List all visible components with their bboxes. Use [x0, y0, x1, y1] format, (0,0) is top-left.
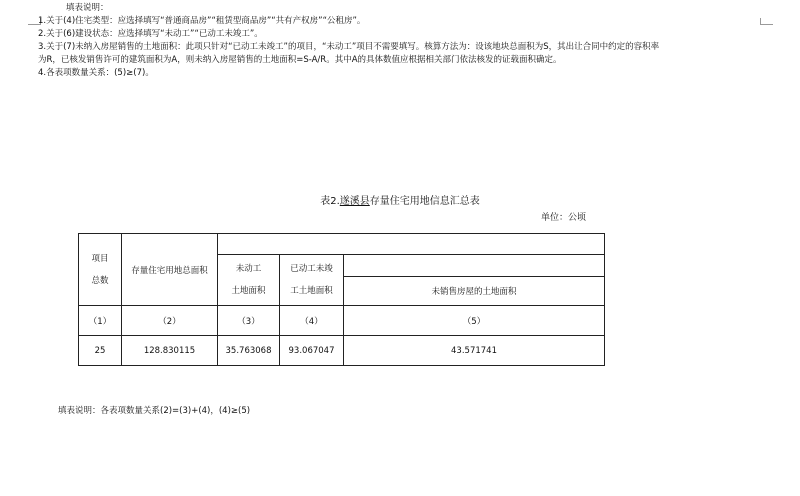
instruction-line-1: 1.关于(4)住宅类型：应选择填写“普通商品房”“租赁型商品房”“共有产权房”“公租房”。 — [38, 16, 366, 26]
title-prefix: 表2. — [320, 196, 340, 207]
index-cell: （3） — [218, 306, 280, 336]
index-cell: （4） — [280, 306, 344, 336]
instruction-line-4: 为R，已核发销售许可的建筑面积为A，则未纳入房屋销售的土地面积=S-A/R。其中A的具体数值应根据相关部门依法核发的证载面积确定。 — [38, 55, 562, 65]
header-unsold-area: 未销售房屋的土地面积 — [344, 277, 605, 306]
value-project-count: 25 — [79, 336, 122, 366]
index-cell: （2） — [122, 306, 218, 336]
index-row — [79, 306, 605, 336]
instruction-line-5: 4.各表项数量关系：(5)≥(7)。 — [38, 68, 154, 78]
title-county: 遂溪县 — [339, 196, 370, 207]
value-total-area: 128.830115 — [122, 336, 218, 366]
value-started-not-completed: 93.067047 — [280, 336, 344, 366]
unit-label: 单位：公顷 — [541, 213, 587, 223]
instruction-line-2: 2.关于(6)建设状态：应选择填写“未动工”“已动工未竣工”。 — [38, 29, 263, 39]
header-project-count: 项目 总数 — [79, 234, 122, 306]
instructions-heading: 填表说明： — [66, 3, 109, 13]
header-blank-2 — [344, 255, 605, 277]
footer-note: 填表说明：各表项数量关系(2)=(3)+(4)，(4)≥(5) — [58, 406, 251, 416]
header-started-not-completed: 已动工未竣 工土地面积 — [280, 255, 344, 306]
summary-table — [78, 233, 605, 366]
header-total-area: 存量住宅用地总面积 — [122, 234, 218, 306]
header-row-1 — [79, 234, 605, 255]
value-not-started: 35.763068 — [218, 336, 280, 366]
crop-mark-top-right — [760, 18, 773, 25]
instruction-line-3: 3.关于(7)未纳入房屋销售的土地面积：此项只针对“已动工未竣工”的项目，“未动工”项目不需要填写。核算方法为：设该地块总面积为S，其出让合同中约定的容积率 — [38, 42, 660, 52]
table-title — [0, 192, 800, 207]
instructions-block — [38, 2, 659, 80]
index-cell: （5） — [344, 306, 605, 336]
header-not-started: 未动工 土地面积 — [218, 255, 280, 306]
header-blank — [218, 234, 605, 255]
index-cell: （1） — [79, 306, 122, 336]
data-row — [79, 336, 605, 366]
title-suffix: 存量住宅用地信息汇总表 — [369, 196, 480, 207]
value-unsold-area: 43.571741 — [344, 336, 605, 366]
